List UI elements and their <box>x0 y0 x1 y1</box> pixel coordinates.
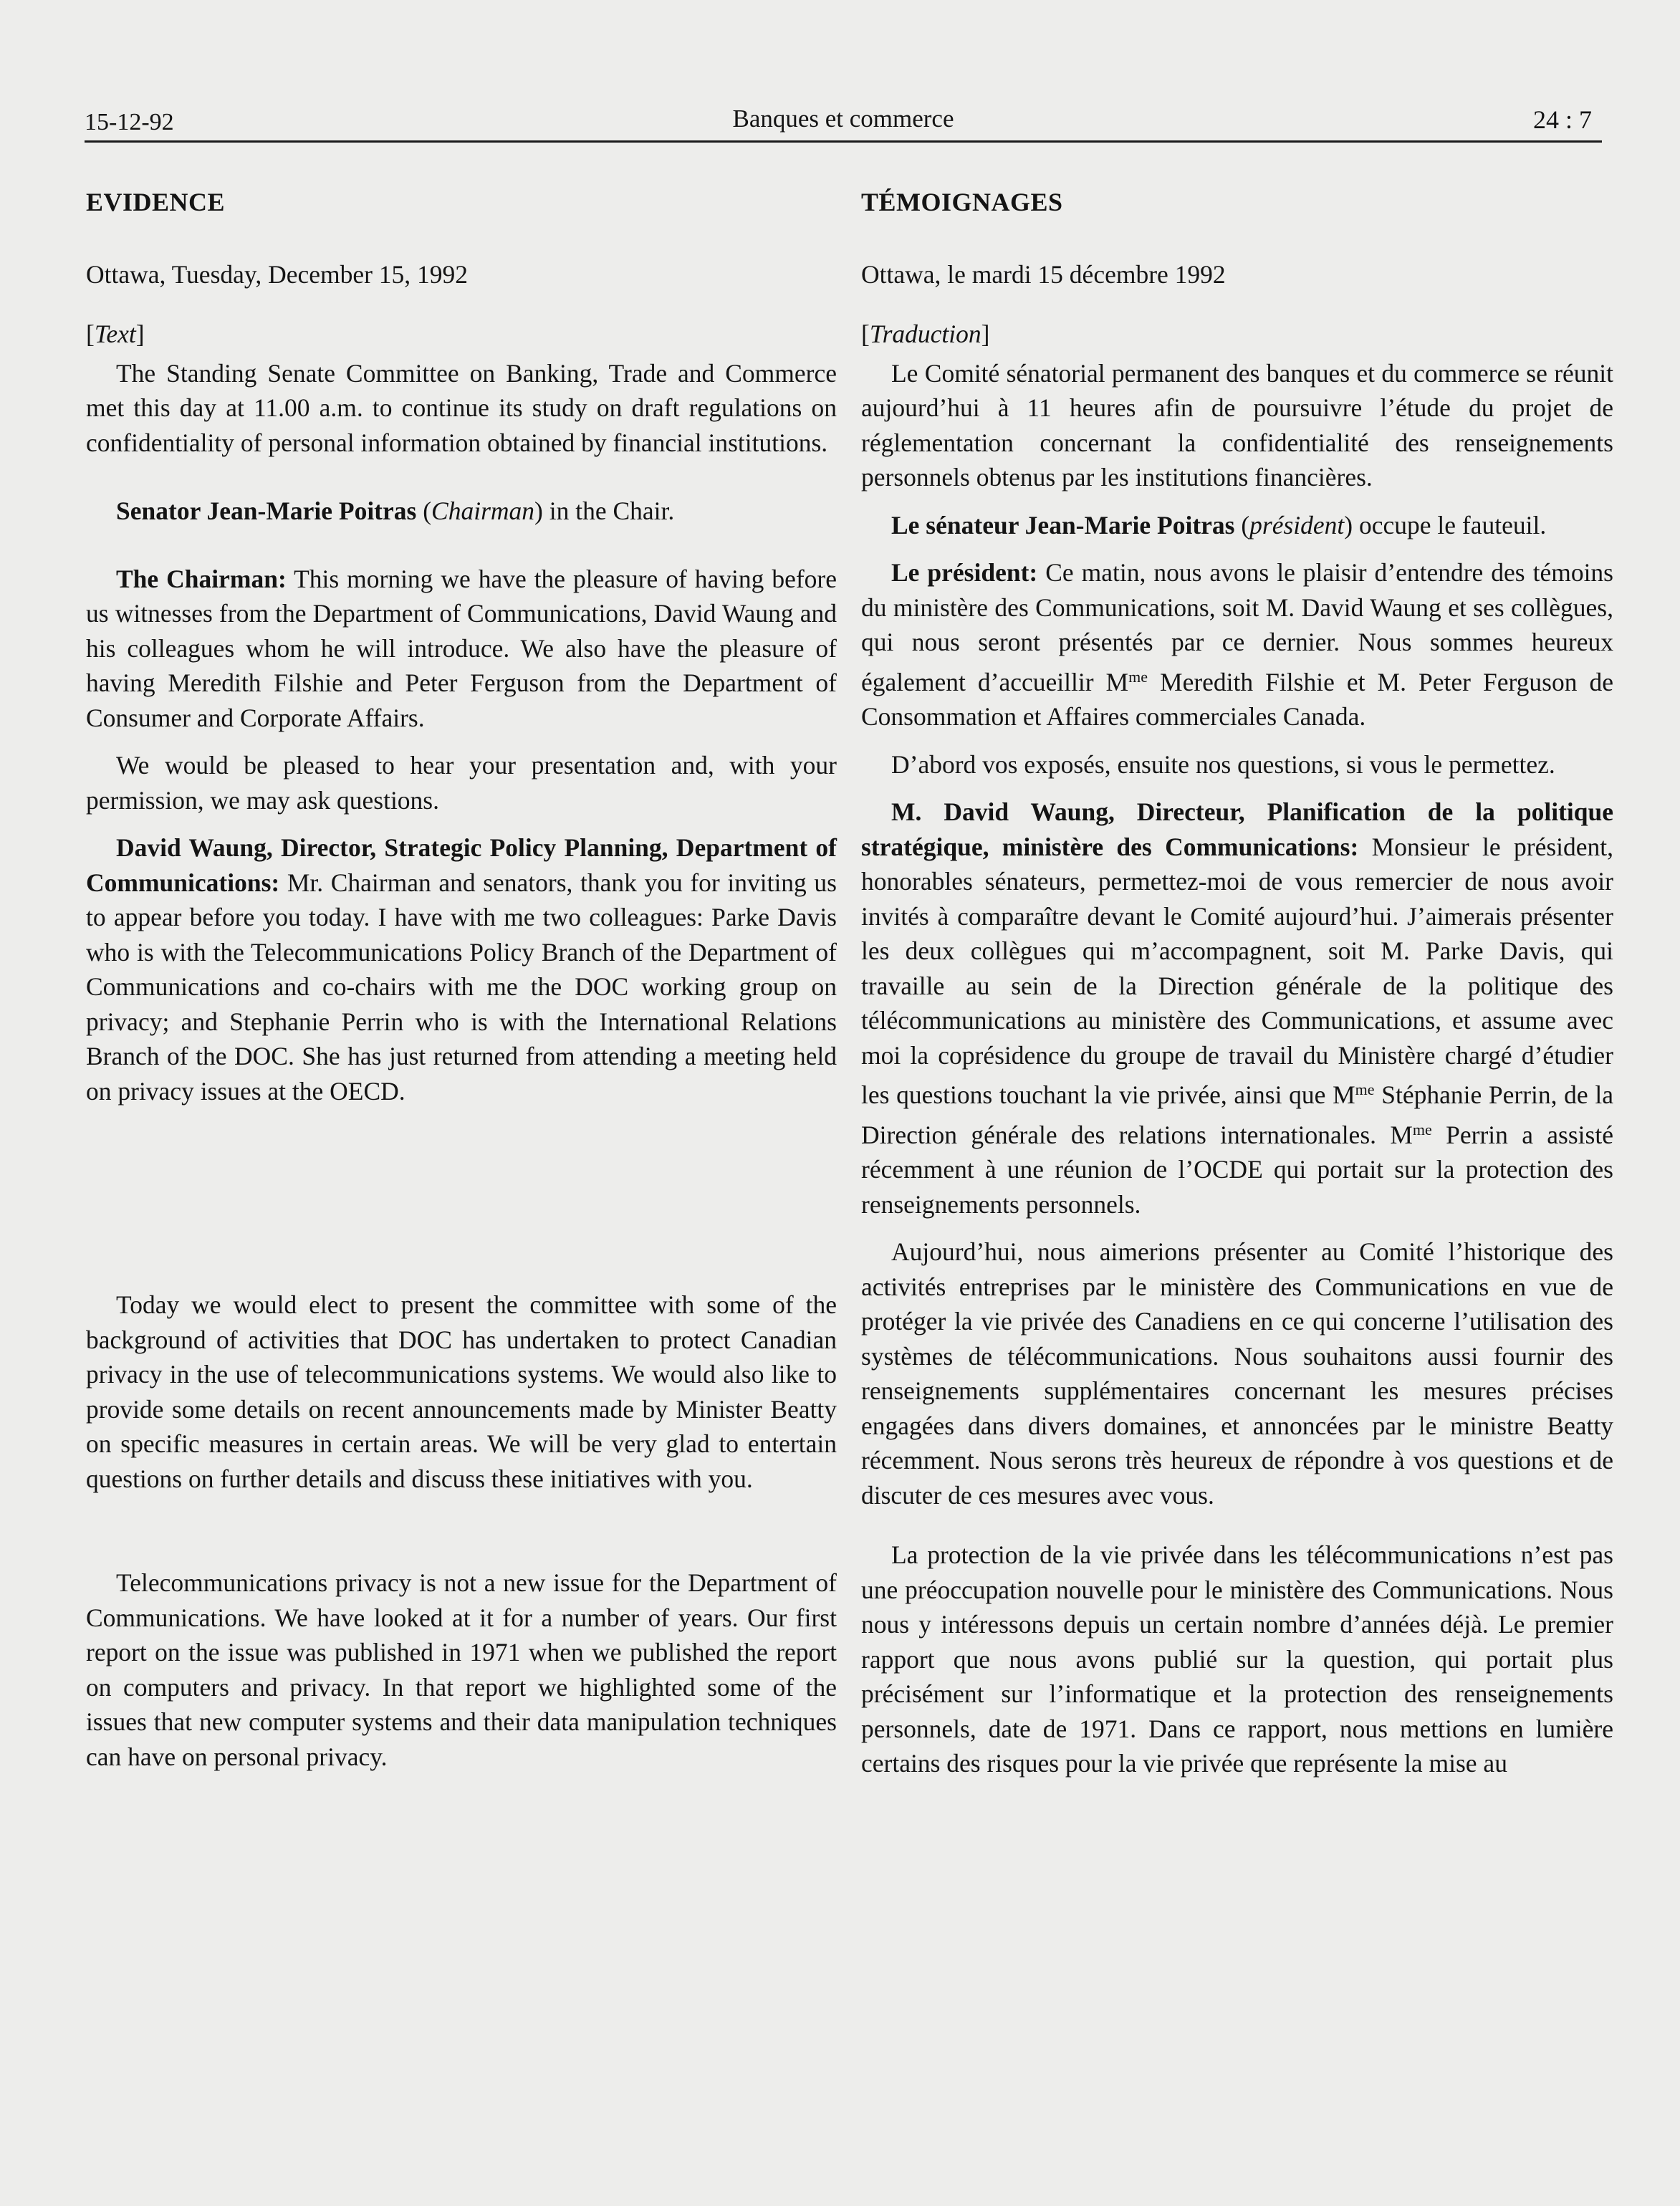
chair-name: Senator Jean-Marie Poitras <box>116 497 417 525</box>
mme-superscript: me <box>1355 1080 1375 1098</box>
chairman-text: This morning we have the pleasure of having before us witnesses from the Department of Communications, David Waung and his colleagues whom he will introduce. We also have the pleasure of having Meredith Filshie and Peter Ferguson from the Department of Consumer and Corporate Affairs. <box>86 564 837 732</box>
temoignages-heading: TÉMOIGNAGES <box>861 188 1063 216</box>
mme-superscript: me <box>1128 667 1148 686</box>
president-text-a: Ce matin, nous avons le plaisir d’entendre des témoins du ministère des Communications, soit M. David Waung et ses collègues, qui nous seront présentés par ce dernier. Nous sommes heureux également d’accueillir M <box>861 558 1613 696</box>
opening-paragraph-fr: Le Comité sénatorial permanent des banques et du commerce se réunit aujourd’hui à 11 heures afin de poursuivre l’étude du projet de réglementation concernant la confidentialité des renseignements personnels obtenus par les institutions financières. <box>861 358 1613 491</box>
questions-paragraph: We would be pleased to hear your presentation and, with your permission, we may ask questions. <box>86 751 837 815</box>
traduction-tag: [Traduction] <box>861 320 990 348</box>
privacy-paragraph-fr: La protection de la vie privée dans les télécommunications n’est pas une préoccupation nouvelle pour le ministère des Communications. Nous nous y intéressons depuis un certain nombre d’années déjà. Le premier rapport que nous avons publié sur la question, qui portait plus précisément sur l’informatique et la protection des renseignements personnels, date de 1971. Dans ce rapport, nous mettions en lumière certains des risques pour la vie privée que représente la mise au <box>861 1540 1613 1778</box>
privacy-paragraph: Telecommunications privacy is not a new issue for the Department of Communications. We have looked at it for a number of years. Our first report on the issue was published in 1971 when we published the report on computers and privacy. In that report we highlighted some of the issues that new computer systems and their data manipulation techniques can have on personal privacy. <box>86 1568 837 1771</box>
dateline-fr: Ottawa, le mardi 15 décembre 1992 <box>861 259 1226 289</box>
chair-rest: in the Chair. <box>542 497 675 525</box>
chair-line: Senator Jean-Marie Poitras (Chairman) in the Chair. <box>116 497 675 525</box>
header-date: 15-12-92 <box>85 109 174 135</box>
speaker-chairman: The Chairman: <box>116 564 287 593</box>
chairman-paragraph <box>86 562 837 736</box>
chair-name-fr: Le sénateur Jean-Marie Poitras <box>891 510 1235 539</box>
opening-paragraph: The Standing Senate Committee on Banking, Trade and Commerce met this day at 11.00 a.m. to continue its study on draft regulations on confidentiality of personal information obtained by financial institutions. <box>86 358 837 457</box>
dateline: Ottawa, Tuesday, December 15, 1992 <box>86 259 469 289</box>
chair-line-fr: Le sénateur Jean-Marie Poitras (président) occupe le fauteuil. <box>891 510 1547 539</box>
background-paragraph: Today we would elect to present the committee with some of the background of activities that DOC has undertaken to protect Canadian privacy in the use of telecommunications systems. We would also like to provide some details on recent announcements made by Minister Beatty on specific measures in certain areas. We will be very glad to entertain questions on further details and discuss these initiatives with you. <box>86 1290 837 1493</box>
questions-paragraph-fr: D’abord vos exposés, ensuite nos questions, si vous le permettez. <box>891 749 1555 779</box>
waung-text: Mr. Chairman and senators, thank you for inviting us to appear before you today. I have with me two colleagues: Parke Davis who is with the Telecommunications Policy Branch of the Department of Communications and co-chairs with me the DOC working group on privacy; and Stephanie Perrin who is with the International Relations Branch of the DOC. She has just returned from attending a meeting held on privacy issues at the OECD. <box>86 868 837 1106</box>
french-column <box>861 185 1613 1781</box>
header-title: Banques et commerce <box>732 105 954 133</box>
chair-role-fr: président <box>1249 510 1345 539</box>
president-text-b: Meredith Filshie et M. Peter Ferguson de Consommation et Affaires commerciales Canada. <box>861 667 1613 731</box>
speaker-waung: David Waung, Director, Strategic Policy Planning, Department of Communications: <box>86 833 837 897</box>
waung-text-a: Monsieur le président, honorables sénateurs, permettez-moi de vous remercier de nous avoir invités à comparaître devant le Comité aujourd’hui. J’aimerais présenter les deux collègues qui m’accompagnent, soit M. Parke Davis, qui travaille au sein de la Direction générale de la politique des télécommunications au ministère des Communications, et assume avec moi la coprésidence du groupe de travail du Ministère chargé d’étudier les questions touchant la vie privée, ainsi que M <box>861 832 1613 1109</box>
speaker-president: Le président: <box>891 558 1038 587</box>
waung-text-b: Stéphanie Perrin, de la Direction générale des relations internationales. M <box>861 1080 1613 1149</box>
traduction-tag-label: Traduction <box>869 320 981 348</box>
evidence-heading: EVIDENCE <box>86 188 226 216</box>
english-column <box>86 185 837 1774</box>
chair-role: Chairman <box>431 497 535 525</box>
waung-paragraph <box>86 830 837 1108</box>
speaker-waung-fr: M. David Waung, Directeur, Planification de la politique stratégique, ministère des Communications: <box>861 797 1613 861</box>
waung-text-c: Perrin a assisté récemment à une réunion de l’OCDE qui portait sur la protection des renseignements personnels. <box>861 1120 1613 1219</box>
background-paragraph-fr: Aujourd’hui, nous aimerions présenter au Comité l’historique des activités entreprises par le ministère des Communications en vue de protéger la vie privée des Canadiens en ce qui concerne l’utilisation des systèmes de télécommunications. Nous souhaitons aussi fournir des renseignements supplémentaires concernant les mesures précises engagées dans divers domaines, et annoncées par le ministre Beatty récemment. Nous serons très heureux de répondre à vos questions et de discuter de ces mesures avec vous. <box>861 1237 1613 1510</box>
text-tag-label: Text <box>94 320 136 348</box>
chair-rest-fr: occupe le fauteuil. <box>1353 510 1547 539</box>
waung-paragraph-fr <box>861 795 1613 1222</box>
mme-superscript: me <box>1412 1120 1432 1138</box>
header-page-number: 24 : 7 <box>1532 105 1592 134</box>
president-paragraph <box>861 555 1613 734</box>
page-header <box>85 105 1602 143</box>
text-tag: [Text] <box>86 320 145 348</box>
